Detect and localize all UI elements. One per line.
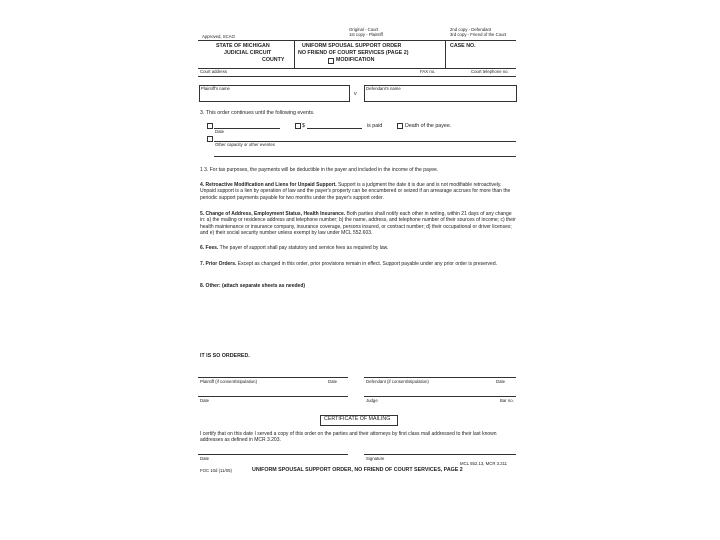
date-label-3: Date [200, 398, 210, 403]
form-title-1: UNIFORM SPOUSAL SUPPORT ORDER [302, 43, 402, 49]
certificate-date-line[interactable] [198, 454, 348, 455]
certificate-title: CERTIFICATE OF MAILING [324, 416, 391, 422]
p8-title: 8. Other: (attach separate sheets as needed) [200, 283, 306, 289]
p7-title: 7. Prior Orders. [200, 261, 237, 267]
death-checkbox[interactable] [397, 123, 403, 129]
court-address-rule [198, 76, 516, 77]
form-title-2: NO FRIEND OF COURT SERVICES (PAGE 2) [298, 50, 409, 56]
state-line-3: COUNTY [262, 57, 285, 63]
judge-signature-line[interactable] [364, 396, 516, 397]
form-page [198, 26, 518, 486]
is-paid-label: is paid [367, 123, 383, 129]
certificate-body: I certify that on this date I served a copy of this order on the parties and their attorneys by first class mail addressed to their last known addresses as defined in MCR 3.203. [200, 431, 497, 444]
plaintiff-name-label: Plaintiff's name [201, 86, 230, 91]
date-sub-label: Date [215, 129, 225, 134]
copy-third: 3rd copy - Friend of the Court [450, 32, 507, 37]
item3-text: 3. This order continues until the following events. [200, 110, 315, 116]
paragraph-4 [200, 182, 518, 201]
p6-body: The payer of support shall pay statutory and service fees as required by law. [219, 245, 389, 251]
amount-prefix: $ [302, 123, 305, 129]
p4-body: Support is a judgment the date it is due and is not modifiable retroactively. Unpaid support is a lien by operation of law and the payer's property can be encumbered or seized if an arrearage accrues for more than the periodic support payments payable for two months under the payer's support order. [200, 182, 511, 201]
certificate-signature-line[interactable] [364, 454, 516, 455]
statute-ref: MCL 552.13, MCR 3.211 [460, 461, 508, 466]
certificate-signature-label: Signature [366, 456, 385, 461]
other-sub-label: Other capacity or other eventes [215, 142, 275, 147]
modification-checkbox[interactable] [328, 58, 334, 64]
other-checkbox[interactable] [207, 136, 213, 142]
court-address-label: Court address [200, 69, 227, 74]
defendant-consent-label: Defendant (if consent/stipulation) [366, 379, 429, 384]
copy-second: 2nd copy - Defendant [450, 27, 492, 32]
tax-paragraph: 1 3. For tax purposes, the payments will be deductible in the payer and included in the income of the payee. [200, 167, 439, 173]
approved-label: Approved, SCAO [202, 34, 235, 39]
other-line-2 [214, 156, 516, 157]
modification-label: MODIFICATION [336, 57, 375, 63]
state-line-2: JUDICIAL CIRCUIT [224, 50, 272, 56]
judge-label: Judge [366, 398, 378, 403]
amount-line [307, 128, 362, 129]
so-ordered: IT IS SO ORDERED. [200, 353, 250, 359]
paragraph-7 [200, 261, 518, 267]
state-line-1: STATE OF MICHIGAN [216, 43, 270, 49]
header-bottom-rule [198, 68, 516, 69]
p7-body: Except as changed in this order, prior provisions remain in effect. Support payable under any prior order is preserved. [237, 261, 498, 267]
p5-title: 5. Change of Address, Employment Status, Health Insurance. [200, 211, 346, 217]
defendant-signature-line[interactable] [364, 377, 516, 378]
death-label: Death of the payee. [405, 123, 452, 129]
header-divider-2 [445, 40, 446, 68]
amount-checkbox[interactable] [295, 123, 301, 129]
p6-title: 6. Fees. [200, 245, 219, 251]
date-label-2: Date [496, 379, 506, 384]
date-checkbox[interactable] [207, 123, 213, 129]
p4-title: 4. Retroactive Modification and Liens for Unpaid Support. [200, 182, 337, 188]
court-phone-label: Court telephone no. [471, 69, 509, 74]
plaintiff-consent-label: Plaintiff (if consent/stipulation) [200, 379, 258, 384]
paragraph-8 [200, 283, 518, 289]
footer-title: UNIFORM SPOUSAL SUPPORT ORDER, NO FRIEND OF COURT SERVICES, PAGE 2 [252, 467, 463, 473]
form-number: FOC 10d (11/05) [200, 468, 232, 473]
versus-label: v [354, 91, 357, 97]
order-date-line[interactable] [198, 396, 348, 397]
certificate-date-label: Date [200, 456, 210, 461]
copy-first: 1st copy - Plaintiff [349, 32, 383, 37]
date-label-1: Date [328, 379, 338, 384]
copy-original: Original - Court [349, 27, 379, 32]
header-divider-1 [294, 40, 295, 68]
paragraph-5 [200, 211, 518, 237]
bar-no-label: Bar no. [500, 398, 514, 403]
case-no-label: CASE NO. [450, 43, 476, 49]
defendant-name-label: Defendant's name [366, 86, 401, 91]
header-top-rule [198, 40, 516, 41]
paragraph-6 [200, 245, 518, 251]
plaintiff-signature-line[interactable] [198, 377, 348, 378]
fax-label: FAX no. [420, 69, 436, 74]
p5-body: Both parties shall notify each other in writing, within 21 days of any change in: a) the mailing or residence address and telephone number; b) the name, address, and telephone number of their sources of income; c) their health maintenance or insurance company, insurance coverage, persons insured, or contract number; d) their occupational or driver licenses; and e) their social security number unless exempt by law under MCL 552.603. [200, 211, 516, 237]
